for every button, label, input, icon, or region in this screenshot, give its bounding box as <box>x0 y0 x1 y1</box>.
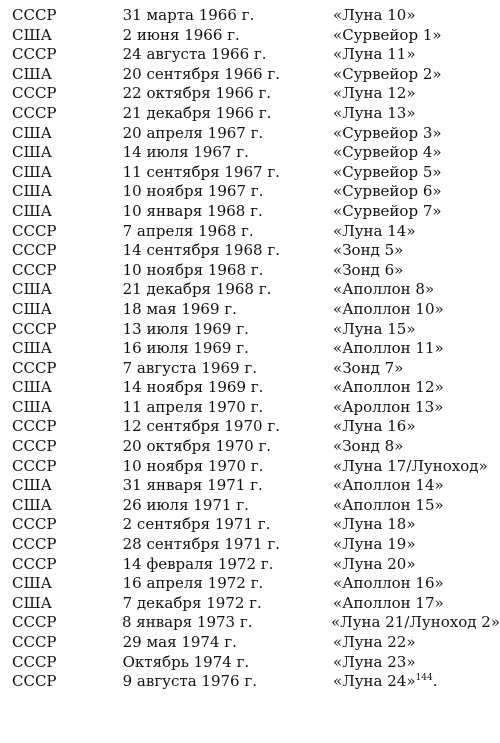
mission-cell <box>333 222 496 242</box>
mission-name: «Зонд 8» <box>333 437 404 456</box>
country-cell: США <box>12 397 52 416</box>
date-cell: 10 января 1968 г. <box>122 201 263 220</box>
country-cell: СССР <box>12 672 57 691</box>
date-cell: 14 сентября 1968 г. <box>122 241 280 260</box>
mission-cell <box>333 339 496 359</box>
mission-name: «Луна 13» <box>333 103 416 122</box>
table-row <box>12 398 496 418</box>
footnote-trailing-period: . <box>432 672 438 691</box>
date-cell: 31 января 1971 г. <box>122 476 263 495</box>
mission-name: «Луна 17/Луноход» <box>333 456 488 475</box>
country-cell: США <box>12 162 52 181</box>
table-row <box>12 45 496 65</box>
mission-name: «Сурвейор 6» <box>333 182 442 201</box>
mission-cell <box>333 182 496 202</box>
country-cell: СССР <box>12 358 57 377</box>
table-row <box>12 241 496 261</box>
date-cell: Октябрь 1974 г. <box>122 652 250 671</box>
mission-cell <box>333 84 496 104</box>
country-cell: СССР <box>12 515 57 534</box>
mission-cell <box>333 476 496 496</box>
country-cell: СССР <box>12 260 57 279</box>
mission-name: «Луна 22» <box>333 633 416 651</box>
date-cell: 7 августа 1969 г. <box>122 358 257 377</box>
table-row <box>12 653 496 673</box>
table-row <box>12 182 496 202</box>
country-cell: СССР <box>12 103 57 122</box>
date-cell: 22 октября 1966 г. <box>122 84 272 103</box>
mission-cell <box>333 202 496 222</box>
mission-cell <box>333 320 496 340</box>
mission-cell <box>333 378 496 398</box>
table-row <box>12 378 496 398</box>
table-row <box>12 515 496 535</box>
country-cell: США <box>12 143 52 162</box>
mission-name: «Луна 18» <box>333 515 416 534</box>
table-row <box>12 574 496 594</box>
mission-cell <box>333 417 496 437</box>
mission-cell <box>333 535 496 555</box>
country-cell: США <box>12 182 52 201</box>
mission-cell <box>333 45 496 65</box>
country-cell: США <box>12 574 52 593</box>
date-cell: 20 октября 1970 г. <box>122 437 272 456</box>
table-row <box>12 359 496 379</box>
country-cell: США <box>12 123 52 142</box>
mission-name: «Аполлон 12» <box>333 378 444 397</box>
table-row <box>12 320 496 340</box>
mission-cell <box>333 594 496 614</box>
mission-cell <box>333 574 496 594</box>
table-row <box>12 163 496 183</box>
date-cell: 12 сентября 1970 г. <box>122 417 280 436</box>
date-cell: 20 сентября 1966 г. <box>122 64 280 83</box>
mission-name: «Луна 19» <box>333 535 416 554</box>
date-cell: 9 августа 1976 г. <box>122 672 257 691</box>
table-row <box>12 535 496 555</box>
date-cell: 10 ноября 1967 г. <box>122 182 264 201</box>
mission-name: «Сурвейор 2» <box>333 64 442 83</box>
table-row <box>12 496 496 516</box>
country-cell: США <box>12 299 52 318</box>
mission-name: «Сурвейор 7» <box>333 201 442 220</box>
mission-name: «Луна 11» <box>333 45 416 64</box>
table-row <box>12 594 496 614</box>
country-cell: США <box>12 25 52 44</box>
country-cell: СССР <box>12 535 57 554</box>
date-cell: 2 июня 1966 г. <box>122 25 240 44</box>
table-row <box>12 300 496 320</box>
mission-name: «Луна 12» <box>333 84 416 103</box>
mission-name: «Аполлон 17» <box>333 593 444 612</box>
mission-cell <box>333 261 496 281</box>
mission-name: «Аполлон 14» <box>333 476 444 495</box>
mission-name: «Луна 21/Луноход 2» <box>331 613 500 632</box>
country-cell: СССР <box>12 613 57 632</box>
mission-cell <box>333 496 496 516</box>
table-row <box>12 280 496 300</box>
country-cell: США <box>12 593 52 612</box>
date-cell: 20 апреля 1967 г. <box>122 123 264 142</box>
mission-cell <box>331 613 500 633</box>
table-row <box>12 476 496 496</box>
mission-name: «Аполлон 16» <box>333 574 444 593</box>
table-row <box>12 261 496 281</box>
mission-cell <box>333 26 496 46</box>
table-row <box>12 6 496 26</box>
table-row <box>12 339 496 359</box>
date-cell: 21 декабря 1968 г. <box>122 280 272 299</box>
country-cell: СССР <box>12 319 57 338</box>
country-cell: СССР <box>12 456 57 475</box>
mission-cell <box>333 359 496 379</box>
date-cell: 14 ноября 1969 г. <box>122 378 264 397</box>
table-row <box>12 555 496 575</box>
country-cell: США <box>12 201 52 220</box>
mission-cell <box>333 457 496 477</box>
date-cell: 14 февраля 1972 г. <box>122 554 274 573</box>
country-cell: США <box>12 476 52 495</box>
date-cell: 16 июля 1969 г. <box>122 339 249 358</box>
mission-name: «Сурвейор 3» <box>333 123 442 142</box>
mission-name: «Сурвейор 4» <box>333 143 442 162</box>
country-cell: США <box>12 64 52 83</box>
mission-cell <box>333 398 496 418</box>
date-cell: 18 мая 1969 г. <box>122 299 237 318</box>
table-row <box>12 26 496 46</box>
date-cell: 31 марта 1966 г. <box>122 6 255 24</box>
table-row <box>12 202 496 222</box>
table-row <box>12 417 496 437</box>
mission-cell <box>333 653 496 673</box>
mission-name: «Аполлон 15» <box>333 495 444 514</box>
mission-name: «Аполлон 8» <box>333 280 435 299</box>
footnote-marker: 144 <box>415 673 433 684</box>
country-cell: СССР <box>12 221 57 240</box>
date-cell: 28 сентября 1971 г. <box>122 535 280 554</box>
table-row <box>12 84 496 104</box>
mission-cell <box>333 515 496 535</box>
date-cell: 11 апреля 1970 г. <box>122 397 264 416</box>
mission-name: «Аполлон 10» <box>333 299 444 318</box>
table-row <box>12 633 496 653</box>
mission-name: «Луна 15» <box>333 319 416 338</box>
mission-name: «Луна 20» <box>333 554 416 573</box>
date-cell: 2 сентября 1971 г. <box>122 515 271 534</box>
date-cell: 26 июля 1971 г. <box>122 495 249 514</box>
mission-cell <box>333 300 496 320</box>
mission-cell <box>333 555 496 575</box>
date-cell: 16 апреля 1972 г. <box>122 574 264 593</box>
mission-name: «Аполлон 11» <box>333 339 444 358</box>
mission-cell <box>333 143 496 163</box>
table-row <box>12 672 496 692</box>
mission-name: «Зонд 7» <box>333 358 404 377</box>
table-row <box>12 613 500 633</box>
mission-cell <box>333 280 496 300</box>
country-cell: СССР <box>12 437 57 456</box>
table-row <box>12 437 496 457</box>
date-cell: 14 июля 1967 г. <box>122 143 249 162</box>
date-cell: 7 апреля 1968 г. <box>122 221 254 240</box>
mission-name: «Луна 10» <box>333 6 416 24</box>
country-cell: СССР <box>12 417 57 436</box>
country-cell: СССР <box>12 633 57 651</box>
table-row <box>12 222 496 242</box>
mission-name: «Ароллон 13» <box>333 397 444 416</box>
country-cell: США <box>12 339 52 358</box>
mission-cell <box>333 437 496 457</box>
date-cell: 29 мая 1974 г. <box>122 633 237 651</box>
country-cell: СССР <box>12 241 57 260</box>
mission-cell <box>333 163 496 183</box>
country-cell: США <box>12 378 52 397</box>
lunar-missions-table <box>12 6 500 692</box>
date-cell: 7 декабря 1972 г. <box>122 593 262 612</box>
table-row <box>12 65 496 85</box>
country-cell: СССР <box>12 6 57 24</box>
table-row <box>12 143 496 163</box>
mission-name: «Сурвейор 5» <box>333 162 442 181</box>
date-cell: 10 ноября 1968 г. <box>122 260 264 279</box>
mission-name: «Луна 14» <box>333 221 416 240</box>
mission-cell <box>333 672 496 692</box>
date-cell: 24 августа 1966 г. <box>122 45 267 64</box>
table-row <box>12 457 496 477</box>
date-cell: 13 июля 1969 г. <box>122 319 249 338</box>
date-cell: 8 января 1973 г. <box>121 613 253 632</box>
table-row <box>12 124 496 144</box>
mission-name: «Луна 16» <box>333 417 416 436</box>
date-cell: 11 сентября 1967 г. <box>122 162 280 181</box>
mission-name: «Зонд 6» <box>333 260 404 279</box>
mission-cell <box>333 124 496 144</box>
country-cell: СССР <box>12 84 57 103</box>
mission-name: «Сурвейор 1» <box>333 25 442 44</box>
mission-name: «Луна 23» <box>333 652 416 671</box>
date-cell: 21 декабря 1966 г. <box>122 103 272 122</box>
mission-name: «Луна 24» <box>333 672 416 691</box>
mission-cell <box>333 241 496 261</box>
country-cell: США <box>12 280 52 299</box>
mission-cell <box>333 6 496 26</box>
date-cell: 10 ноября 1970 г. <box>122 456 264 475</box>
country-cell: СССР <box>12 652 57 671</box>
mission-name: «Зонд 5» <box>333 241 404 260</box>
mission-cell <box>333 633 496 653</box>
mission-cell <box>333 65 496 85</box>
country-cell: СССР <box>12 554 57 573</box>
country-cell: СССР <box>12 45 57 64</box>
country-cell: США <box>12 495 52 514</box>
mission-cell <box>333 104 496 124</box>
table-row <box>12 104 496 124</box>
